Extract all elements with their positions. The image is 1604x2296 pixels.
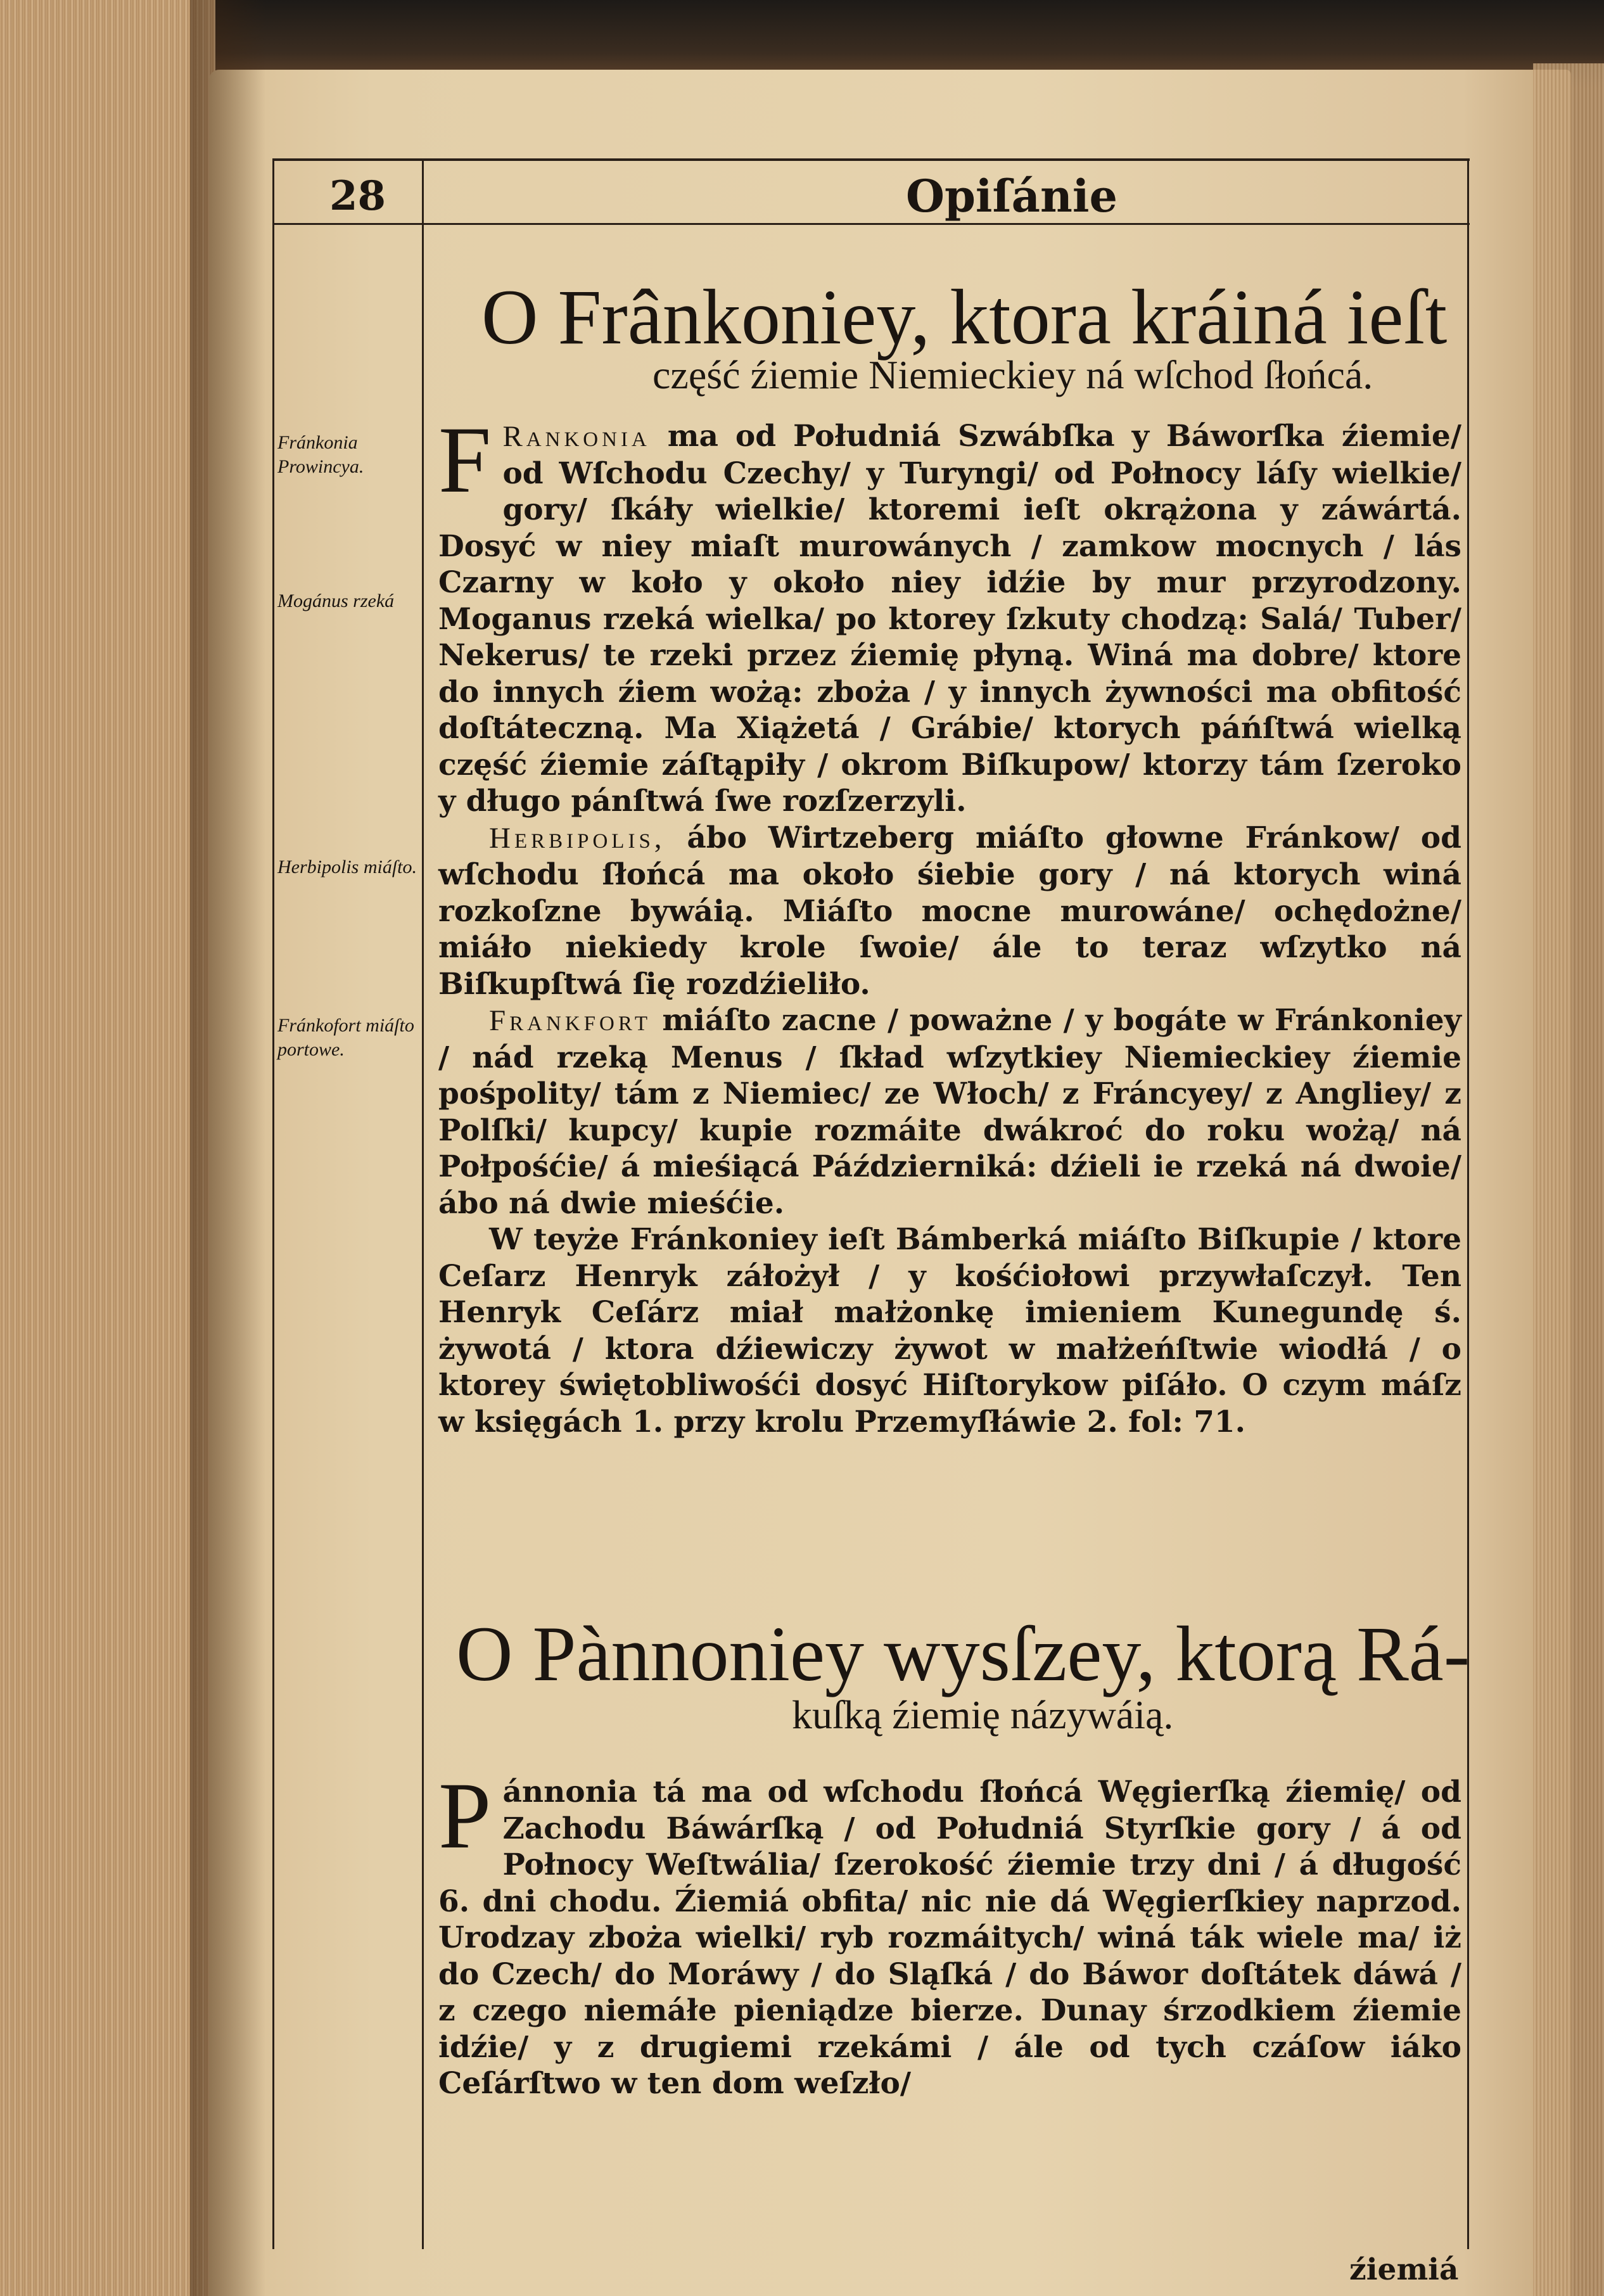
lead-herbipolis: Herbipolis, — [489, 821, 666, 855]
paragraph-bamberg: W teyże Fránkoniey ieſt Bámberká miáſto Biſkupie / ktore Ceſarz Henryk záłożył / y kośćiołowi przywłaſczył. Ten Henryk Ceſárz miał małżonkę imieniem Kunegundę ś. żywotá / ktora dźiewiczy żywot w małżeńſtwie wiodłá / o ktorey świętobliwośći dosyć Hiſtorykow piſáło. O czym máſz w księgách 1. przy krolu Przemyſłáwie 2. fol: 71. — [438, 1222, 1461, 1439]
section1-title-line1: O Frânkoniey, ktora kráiná ieſt — [481, 274, 1448, 360]
gutter-shadow — [190, 0, 266, 2296]
lead-frankonia: Rankonia — [502, 420, 651, 453]
margin-note-frankfort: Fránkofort miáſto portowe. — [277, 1015, 414, 1060]
paragraph-frankonia: ma od Południá Szwábſka y Báworſka źiemie/ od Wſchodu Czechy/ y Turyngi/ od Połnocy láſy wielkie/ gory/ ſkáły wielkie/ ktoremi ieſt okrążona y záwártá. Dosyć w niey miaſt murowánych / zamkow mocnych / lás Czarny w koło y około niey idźie by mur przyrodzony. Moganus rzeká wielka/ po ktorey ſzkuty chodzą: Salá/ Tuber/ Nekerus/ te rzeki przez źiemię płyną. Winá ma dobre/ ktore do innych źiem wożą: zboża / y innych żywności ma obfitość doſtáteczną. Ma Xiążetá / Grábie/ ktorych páńſtwá wielką część źiemie záſtąpiły / okrom Biſkupow/ ktorzy tám ſzeroko y długo pánſtwá ſwe rozſzerzyli. — [438, 419, 1461, 819]
section2-title-line2: kuſką źiemię názywáią. — [792, 1692, 1174, 1737]
header-rule — [272, 223, 1470, 225]
drop-cap-f: F — [438, 407, 492, 513]
text-frame — [272, 158, 1470, 2287]
paragraph-herbipolis: ábo Wirtzeberg miáſto głowne Fránkow/ od wſchodu ſłońcá ma około śiebie gory / ná ktorych winá rozkoſzne bywáią. Miáſto mocne murowáne/ ochędożne/ miáło niekiedy krole ſwoie/ ále to teraz wſzytko ná Biſkupſtwá ſię rozdźieliło. — [438, 820, 1461, 1002]
paragraph-pannonia: ánnonia tá ma od wſchodu ſłońcá Węgierſką źiemię/ od Zachodu Báwárſką / od Południá Styrſkie gory / á od Połnocy Weſtwália/ ſzerokość źiemie trzy dni / á długość 6. dni chodu. Źiemiá obfita/ nic nie dá Węgierſkiey naprzod. Urodzay zboża wielki/ ryb rozmáitych/ winá ták wiele ma/ iż do Czech/ do Moráwy / do Sląſká / do Báwor doſtátek dáwá / z czego niemáłe pieniądze bierze. Dunay śrzodkiem źiemie idźie/ y z drugiemi rzekámi / ále od tych czáſow iáko Ceſárſtwo w ten dom weſzło/ — [438, 1775, 1461, 2101]
running-head: Opiſánie — [906, 170, 1118, 222]
margin-note-frankonia: Fránkonia Prowincya. — [277, 432, 364, 477]
lead-frankfort: Frankfort — [489, 1004, 652, 1037]
margin-rule — [422, 158, 424, 2249]
frame-top-rule — [272, 158, 1470, 161]
frame-right-rule — [1467, 158, 1469, 2249]
page-number: 28 — [329, 172, 386, 220]
section1-body — [438, 407, 1461, 1440]
margin-note-herbipolis: Herbipolis miáſto. — [277, 857, 417, 877]
margin-note-moganus: Mogánus rzeká — [277, 590, 395, 611]
section2-body — [438, 1763, 1461, 2102]
drop-cap-p: P — [438, 1763, 492, 1868]
paragraph-frankfort: miáſto zacne / poważne / y bogáte w Fránkoniey / nád rzeką Menus / ſkład wſzytkiey Niemieckiey źiemie pośpolity/ tám z Niemiec/ ze Włoch/ z Fráncyey/ z Angliey/ z Polſki/ kupcy/ kupie rozmáite dwákroć do roku wożą/ ná Połpośćie/ á mieśiącá Páździerniká: dźieli ie rzeká ná dwoie/ ábo ná dwie mieśćie. — [438, 1003, 1461, 1221]
section2-title-line1: O Pànnoniey wysſzey, ktorą Rá- — [456, 1610, 1470, 1697]
section1-title-line2: część źiemie Niemieckiey ná wſchod ſłońcá. — [652, 352, 1373, 397]
book-left-edge — [0, 0, 215, 2296]
book-right-edge — [1533, 63, 1604, 2296]
frame-left-rule — [272, 158, 274, 2249]
catchword: źiemiá — [1349, 2252, 1459, 2287]
